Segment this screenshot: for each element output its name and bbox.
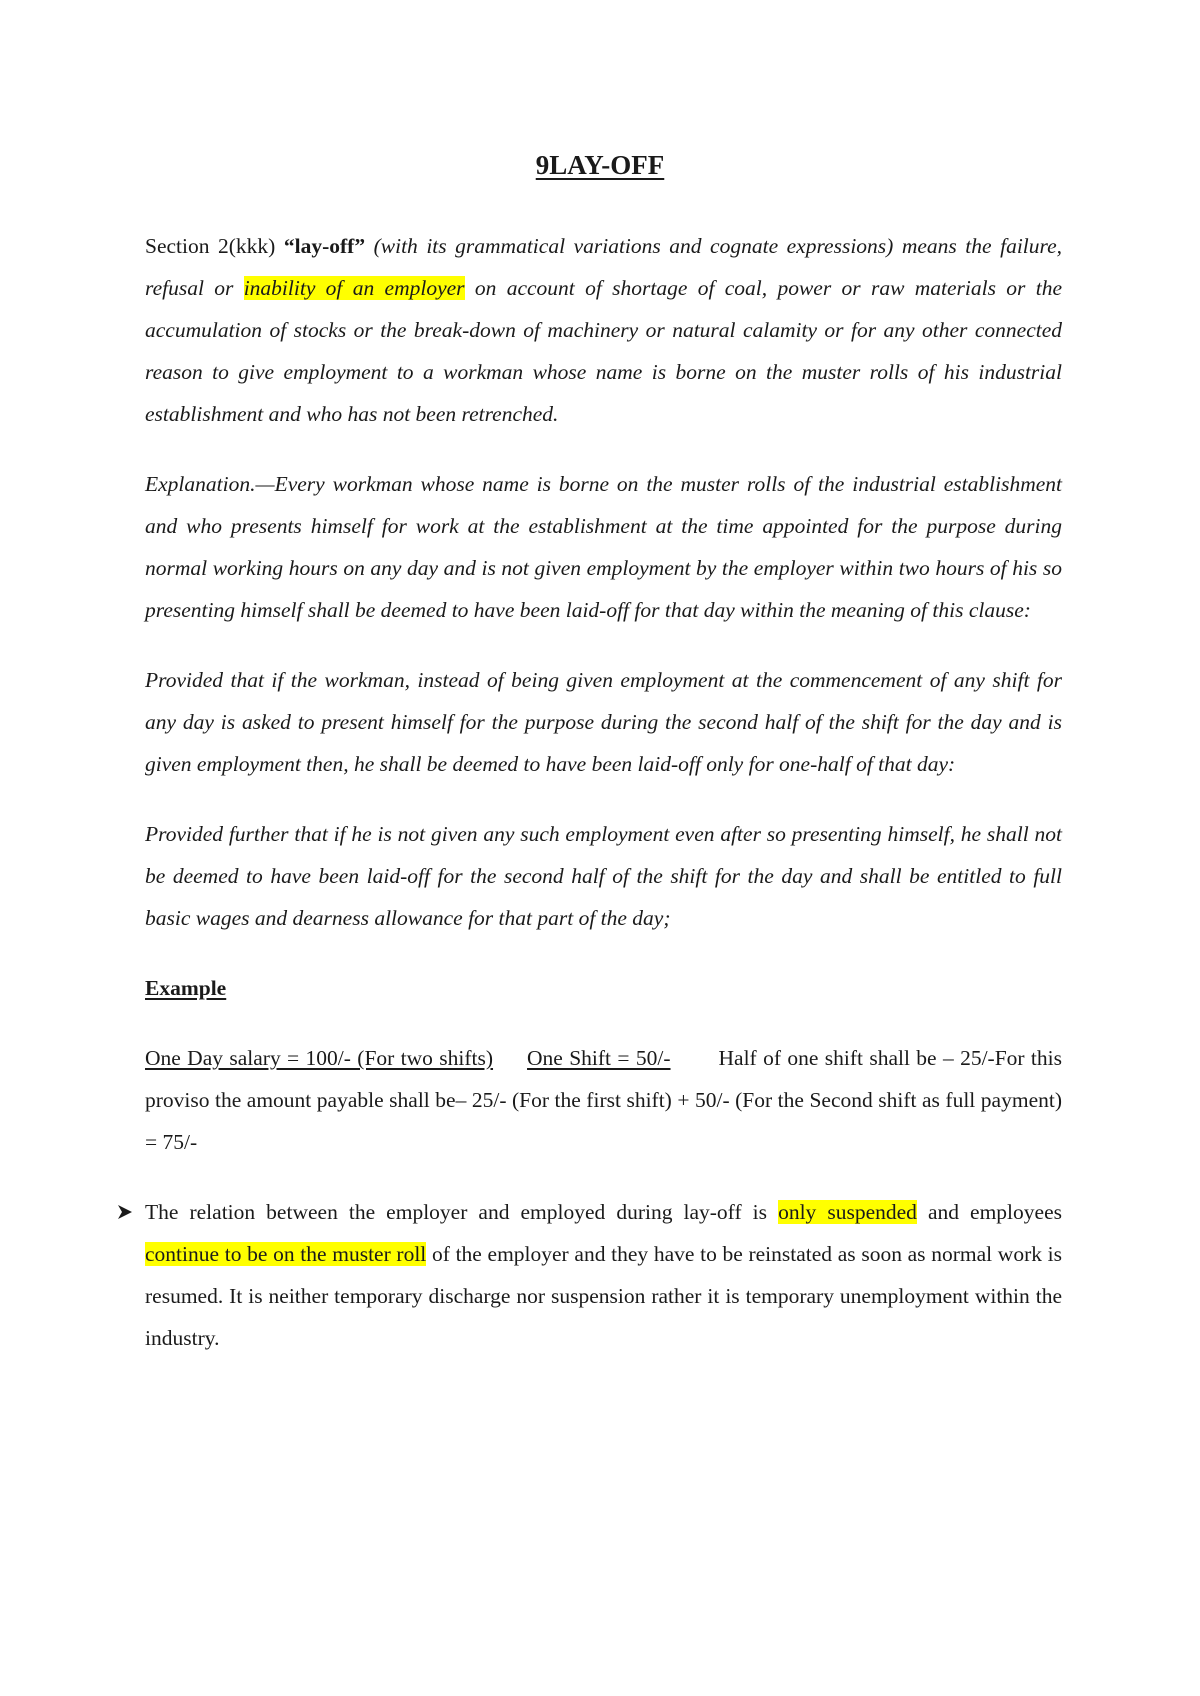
explanation-paragraph: Explanation.—Every workman whose name is borne on the muster rolls of the industrial establishment and who presents himself for work at the establishment at the time appointed for the purpose during normal working hours on any day and is not given employment by the employer within two hours of his so presenting himself shall be deemed to have been laid-off for that day within the meaning of this clause: bbox=[145, 472, 1062, 622]
example-heading: Example bbox=[145, 976, 227, 1000]
definition-text-2: on account of shortage of coal, power or raw materials or the accumulation of stocks or the break-down of machinery or natural calamity or for any other connected reason to give employment to a workman whose name is borne on the muster rolls of his industrial establishment and who has not been retrenched. bbox=[145, 276, 1063, 426]
page-title: 9LAY-OFF bbox=[535, 150, 665, 180]
definition-paragraph bbox=[145, 225, 1062, 435]
bullet-highlight-1: only suspended bbox=[778, 1200, 917, 1224]
example-shift: One Shift = 50/- bbox=[527, 1046, 671, 1070]
proviso-paragraph-2: Provided further that if he is not given any such employment even after so presenting himself, he shall not be deemed to have been laid-off for the second half of the shift for the day and shall be entitled to full basic wages and dearness allowance for that part of the day; bbox=[145, 822, 1062, 930]
example-paragraph bbox=[145, 1037, 1062, 1163]
proviso-paragraph-1: Provided that if the workman, instead of being given employment at the commencement of any shift for any day is asked to present himself for the purpose during the second half of the shift for the day and is given employment then, he shall be deemed to have been laid-off only for one-half of that day: bbox=[145, 668, 1062, 776]
example-calculation: Half of one shift shall be – 25/-For this proviso the amount payable shall be– 25/- (For the first shift) + 50/- (For the Second shift as full payment) = 75/- bbox=[145, 1046, 1062, 1154]
bullet-text-2: and employees bbox=[916, 1200, 1062, 1224]
definition-text-1: (with its grammatical variations and cognate expressions) means the failure, refusal or bbox=[145, 234, 1063, 300]
bullet-highlight-2: continue to be on the muster roll bbox=[145, 1242, 427, 1266]
arrowhead-bullet-icon bbox=[117, 1191, 135, 1233]
bullet-text-1: The relation between the employer and employed during lay-off is bbox=[145, 1200, 779, 1224]
defined-term: “lay-off” bbox=[283, 234, 366, 258]
section-reference: Section 2(kkk) bbox=[145, 234, 276, 258]
example-salary: One Day salary = 100/- (For two shifts) bbox=[145, 1046, 494, 1070]
document-body bbox=[145, 225, 1062, 1387]
bullet-item bbox=[145, 1191, 1062, 1359]
bullet-text-3: of the employer and they have to be reinstated as soon as normal work is resumed. It is neither temporary discharge nor suspension rather it is temporary unemployment within the industry. bbox=[145, 1242, 1063, 1350]
highlighted-text: inability of an employer bbox=[243, 276, 465, 300]
